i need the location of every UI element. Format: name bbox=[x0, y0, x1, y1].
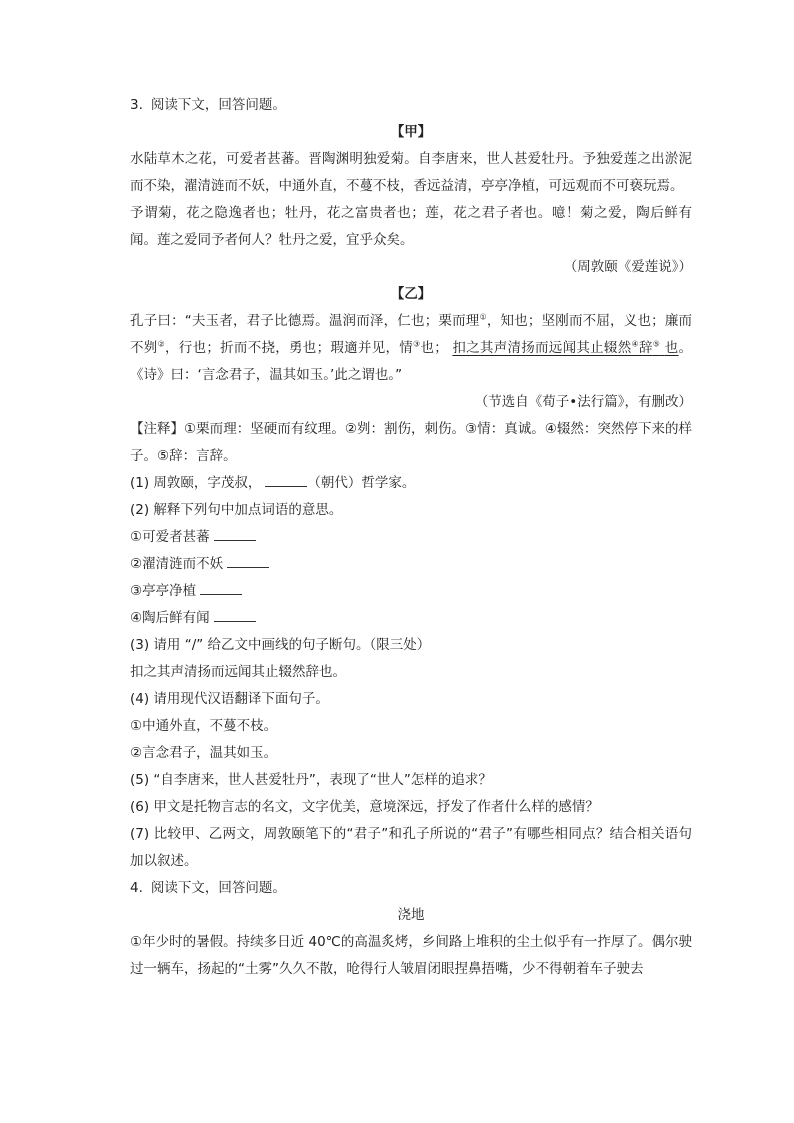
yi-text-a: 孔子曰：“夫玉者，君子比德焉。温润而泽，仁也；栗而理 bbox=[130, 313, 480, 329]
footnote-mark-3: ③ bbox=[413, 339, 421, 349]
jia-paragraph-2: 予谓菊，花之隐逸者也；牡丹，花之富贵者也；莲，花之君子者也。噫！菊之爱，陶后鲜有闻。莲之爱同予者何人？牡丹之爱，宜乎众矣。 bbox=[130, 205, 692, 248]
sub2-item-1 bbox=[130, 524, 692, 551]
exam-page bbox=[130, 92, 692, 983]
jia-source: （周敦颐《爱莲说》） bbox=[563, 259, 692, 275]
q4-paragraph-1: ①年少时的暑假。持续多日近 40℃的高温炙烤，乡间路上堆积的尘土似乎有一拃厚了。偶尔驶过一辆车，扬起的“土雾”久久不散，呛得行人皱眉闭眼捏鼻捂嘴，少不得朝着车子驶去 bbox=[130, 934, 692, 977]
answer-blank-2-2[interactable] bbox=[227, 555, 269, 568]
answer-blank-2-4[interactable] bbox=[214, 609, 256, 622]
sub-question-6: (6) 甲文是托物言志的名文，文字优美，意境深远，抒发了作者什么样的感情？ bbox=[130, 799, 599, 815]
sub2-item-3-text: ③亭亭净植 bbox=[130, 583, 197, 599]
sub-question-2: (2) 解释下列句中加点词语的意思。 bbox=[130, 502, 343, 518]
footnote-mark-1: ① bbox=[479, 312, 487, 322]
yi-text-d: 也； bbox=[420, 340, 448, 356]
sub4-item-2: ②言念君子，温其如玉。 bbox=[130, 745, 278, 761]
yi-text-e: 。《诗》曰：‘言念君子，温其如玉。’此之谓也。” bbox=[130, 340, 693, 383]
q3-number: 3. bbox=[130, 97, 143, 113]
footnote-mark-4: ④ bbox=[631, 339, 639, 349]
yi-source: （节选自《荀子•法行篇》，有删改） bbox=[474, 394, 692, 410]
sub2-item-1-text: ①可爱者甚蕃 bbox=[130, 529, 210, 545]
answer-blank-2-3[interactable] bbox=[200, 582, 242, 595]
sub2-item-2 bbox=[130, 551, 692, 578]
jia-paragraph-1: 水陆草木之花，可爱者甚蕃。晋陶渊明独爱菊。自李唐来，世人甚爱牡丹。予独爱莲之出淤泥而不染，濯清涟而不妖，中通外直，不蔓不枝，香远益清，亭亭净植，可远观而不可亵玩焉。 bbox=[130, 151, 692, 194]
sub2-item-3 bbox=[130, 578, 692, 605]
yi-underlined-2: 辞 bbox=[638, 340, 653, 356]
sub2-item-4 bbox=[130, 605, 692, 632]
sub1-text-a: (1) 周敦颐，字茂叔， bbox=[130, 475, 262, 491]
q4-title: 浇地 bbox=[397, 907, 425, 923]
sub-question-7: (7) 比较甲、乙两文，周敦颐笔下的“君子”和孔子所说的“君子”有哪些相同点？结合相关语句加以叙述。 bbox=[130, 826, 692, 869]
q3-header bbox=[130, 92, 692, 119]
yi-underlined-3: 也 bbox=[664, 340, 679, 356]
sub-question-3: (3) 请用 “/” 给乙文中画线的句子断句。（限三处） bbox=[130, 637, 431, 653]
answer-blank-1[interactable] bbox=[265, 474, 307, 487]
yi-paragraph bbox=[130, 308, 692, 389]
sub-question-4: (4) 请用现代汉语翻译下面句子。 bbox=[130, 691, 329, 707]
sub-question-5: (5) “自李唐来，世人甚爱牡丹”，表现了“世人”怎样的追求？ bbox=[130, 772, 492, 788]
yi-underlined-sentence bbox=[452, 340, 678, 356]
sub-question-1 bbox=[130, 470, 692, 497]
footnote-mark-2: ② bbox=[157, 339, 166, 349]
q4-intro: 阅读下文，回答问题。 bbox=[150, 880, 286, 896]
footnote-mark-5: ⑤ bbox=[652, 339, 661, 349]
yi-text-b: ，知也；坚刚而不屈，义也；廉而不刿 bbox=[130, 313, 693, 356]
sub1-text-b: （朝代）哲学家。 bbox=[307, 475, 416, 491]
sub2-item-2-text: ②濯清涟而不妖 bbox=[130, 556, 224, 572]
sub4-item-1: ①中通外直，不蔓不枝。 bbox=[130, 718, 278, 734]
q4-header bbox=[130, 875, 692, 902]
yi-heading: 【乙】 bbox=[390, 286, 432, 302]
sub2-item-4-text: ④陶后鲜有闻 bbox=[130, 610, 210, 626]
notes: 【注释】①栗而理：坚硬而有纹理。②刿：割伤，刺伤。③情：真诚。④辍然：突然停下来的样子。⑤辞：言辞。 bbox=[130, 421, 692, 464]
q3-intro: 阅读下文，回答问题。 bbox=[150, 97, 286, 113]
yi-text-c: ，行也；折而不挠，勇也；瑕適并见，情 bbox=[165, 340, 414, 356]
q4-number: 4. bbox=[130, 880, 143, 896]
answer-blank-2-1[interactable] bbox=[214, 528, 256, 541]
jia-heading: 【甲】 bbox=[390, 124, 432, 140]
sub3-sentence: 扣之其声清扬而远闻其止辍然辞也。 bbox=[130, 664, 346, 680]
yi-underlined-1: 扣之其声清扬而远闻其止辍然 bbox=[452, 340, 632, 356]
